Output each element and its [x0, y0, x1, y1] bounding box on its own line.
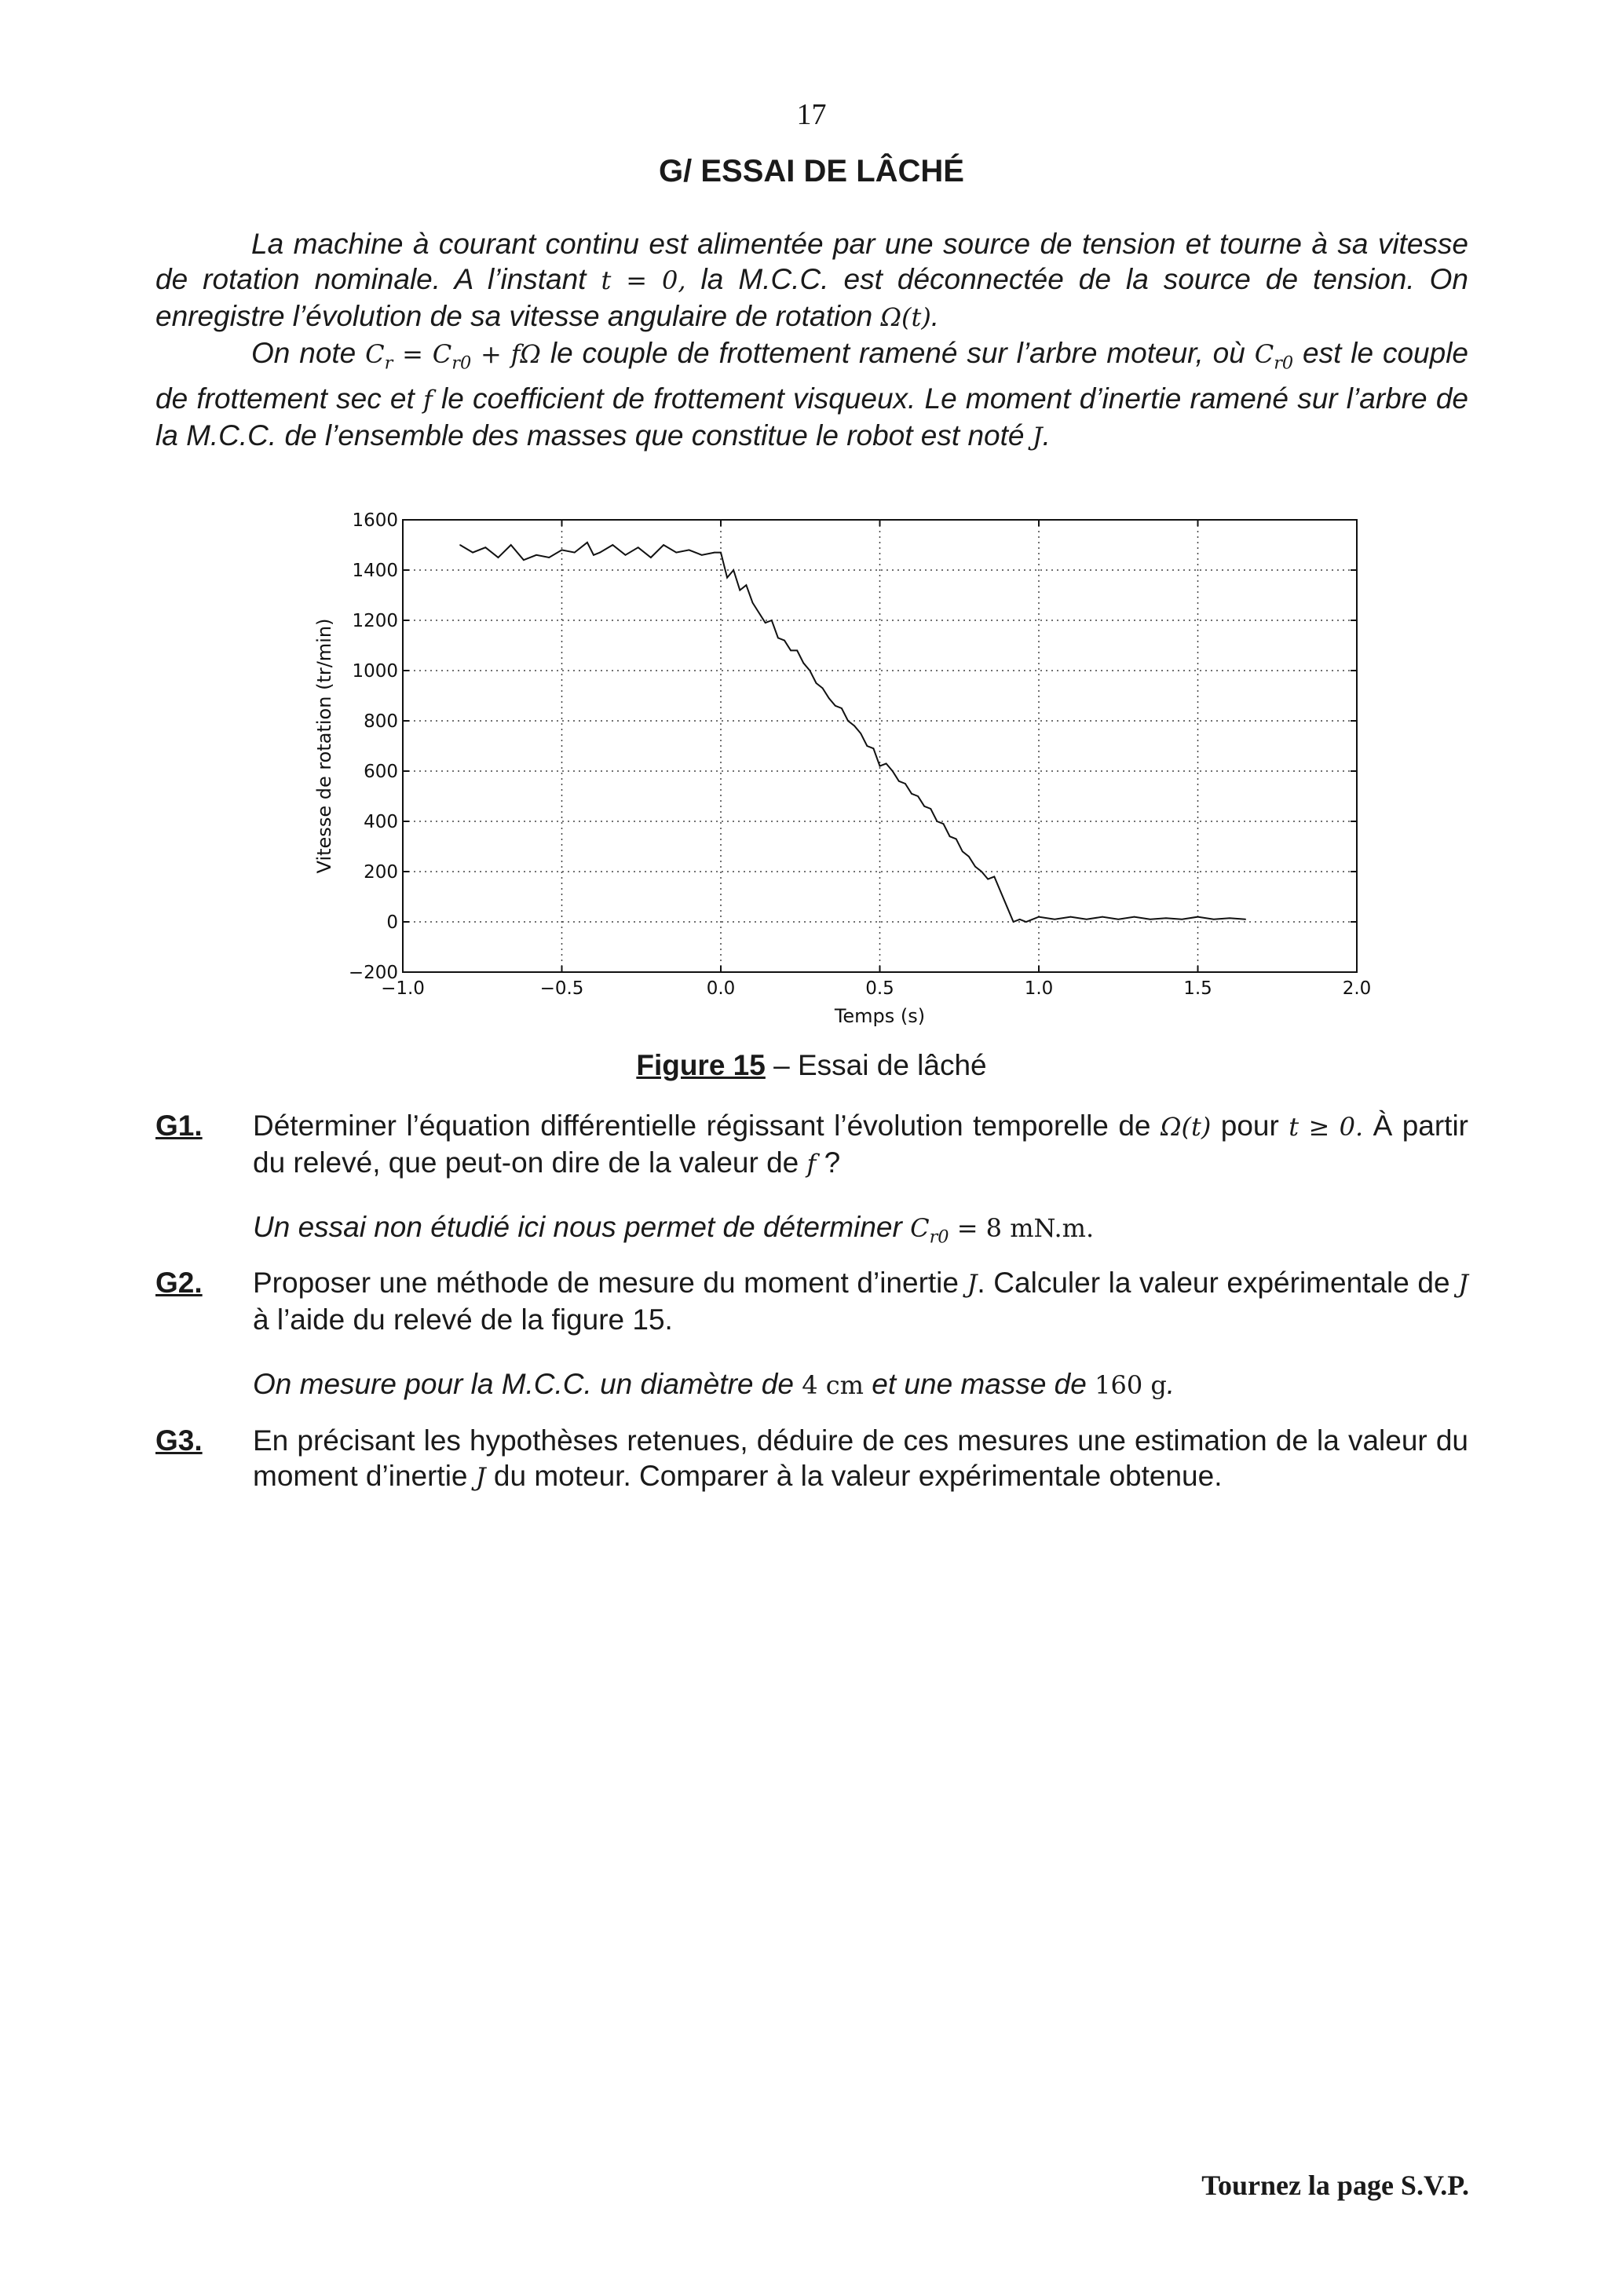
question-g1 — [155, 1108, 1468, 1182]
chart-data-point — [987, 879, 989, 880]
intro-paragraph-2: On note $C_r = C_{r0} + f\Omega$ le couple de frottement ramené sur l’arbre moteur, où $C_{r0}$ est le couple de frottement sec et f le coefficient de frottement visqueux. Le moment d’inertie ramené sur l’arbre de la M.C.C. de l’ensemble des masses que constitue le robot est noté J. — [155, 337, 1469, 452]
chart-data-point — [949, 835, 951, 837]
chart-data-point — [1134, 916, 1135, 918]
footer-turn-page: Tournez la page S.V.P. — [1201, 2170, 1469, 2201]
figure-caption: Figure 15 – Essai de lâché — [636, 1049, 987, 1081]
chart-data-point — [816, 682, 817, 684]
chart-data-point — [835, 705, 836, 707]
chart-data-point — [587, 542, 588, 543]
question-text: Déterminer l’équation différentielle régissant l’évolution temporelle de Ω(t) pour t ≥ 0. À partir du relevé, que peut-on dire de la valeur de f ? — [253, 1110, 1468, 1179]
chart-data-point — [854, 726, 855, 727]
figure-15-chart — [310, 501, 1406, 1035]
chart-data-point — [1054, 919, 1055, 920]
note-g2: On mesure pour la M.C.C. un diamètre de 4 cm et une masse de 160 g. — [253, 1368, 1175, 1400]
chart-data-point — [771, 620, 773, 621]
chart-data-point — [510, 544, 512, 546]
y-tick-label: 1600 — [352, 510, 398, 531]
chart-ticks — [349, 510, 1371, 999]
chart-data-point — [886, 763, 887, 765]
chart-data-point — [810, 670, 811, 671]
chart-data-point — [873, 748, 875, 749]
chart-data-point — [930, 808, 932, 810]
x-tick-label: 0.5 — [865, 978, 894, 999]
chart-data-point — [1197, 916, 1199, 918]
y-tick-label: 0 — [386, 912, 398, 933]
chart-data-point — [549, 557, 550, 558]
chart-data-point — [752, 602, 754, 604]
chart-data-point — [485, 547, 487, 548]
chart-data-point — [733, 569, 734, 571]
chart-data-point — [867, 745, 868, 747]
question-number: G2. — [155, 1267, 203, 1299]
chart-data-point — [701, 554, 703, 556]
chart-points — [459, 542, 1246, 923]
chart-series-line — [460, 543, 1245, 922]
question-number: G1. — [155, 1110, 203, 1142]
chart-data-point — [638, 547, 639, 548]
chart-data-point — [726, 577, 728, 579]
chart-data-point — [740, 590, 741, 591]
chart-data-point — [663, 544, 664, 546]
chart-data-point — [1025, 921, 1027, 923]
chart-xlabel: Temps (s) — [834, 1005, 926, 1027]
y-tick-label: 600 — [364, 762, 398, 782]
chart-svg — [310, 501, 1406, 1035]
y-tick-label: 1400 — [352, 561, 398, 581]
chart-data-point — [472, 552, 473, 554]
chart-data-point — [1229, 917, 1230, 919]
intro-paragraph-1: La machine à courant continu est alimentée par une source de tension et tourne à sa vitesse de rotation nominale. A l’instant t = 0, la M.C.C. est déconnectée de la source de tension. On enregistre l’évolution de sa vitesse angulaire de rotation Ω(t). — [155, 228, 1469, 332]
chart-ylabel: Vitesse de rotation (tr/min) — [313, 618, 335, 874]
chart-data-point — [689, 550, 690, 551]
chart-data-point — [917, 795, 919, 797]
chart-data-point — [1019, 919, 1021, 920]
chart-data-point — [720, 552, 722, 554]
chart-data-point — [536, 554, 537, 556]
chart-data-point — [974, 866, 976, 868]
chart-data-point — [746, 584, 748, 586]
x-tick-label: −1.0 — [381, 978, 425, 999]
y-tick-label: −200 — [348, 963, 398, 983]
intro-text — [155, 226, 1468, 455]
y-tick-label: 400 — [364, 812, 398, 832]
question-g2 — [155, 1265, 1468, 1337]
x-tick-label: 1.5 — [1183, 978, 1212, 999]
chart-data-point — [937, 821, 938, 822]
x-tick-label: 0.0 — [706, 978, 736, 999]
chart-data-point — [574, 552, 576, 554]
chart-data-point — [911, 793, 912, 795]
chart-data-point — [898, 781, 900, 782]
chart-data-point — [1013, 921, 1014, 923]
chart-grid — [403, 520, 1357, 972]
chart-data-point — [923, 806, 925, 807]
chart-data-point — [1007, 906, 1008, 908]
x-tick-label: 1.0 — [1024, 978, 1054, 999]
x-tick-label: 2.0 — [1342, 978, 1372, 999]
chart-data-point — [758, 612, 760, 614]
chart-data-point — [777, 638, 779, 639]
chart-data-point — [561, 550, 563, 551]
chart-data-point — [593, 554, 594, 556]
chart-data-point — [676, 552, 678, 554]
chart-data-point — [765, 622, 766, 623]
y-tick-label: 200 — [364, 862, 398, 883]
chart-data-point — [956, 839, 957, 840]
chart-data-point — [879, 766, 881, 767]
chart-data-point — [994, 876, 996, 878]
y-tick-label: 1200 — [352, 611, 398, 631]
chart-data-point — [625, 554, 627, 556]
chart-data-point — [943, 823, 945, 824]
chart-data-point — [784, 640, 785, 642]
chart-data-point — [459, 544, 461, 546]
chart-data-point — [803, 663, 805, 664]
chart-data-point — [822, 688, 824, 689]
chart-data-point — [714, 552, 715, 554]
chart-data-point — [1117, 919, 1119, 920]
chart-data-point — [1000, 891, 1002, 893]
chart-data-point — [1102, 916, 1103, 918]
note-g1: Un essai non étudié ici nous permet de déterminer $C_{r0} = 8$ mN.m. — [253, 1211, 1095, 1248]
page-number: 17 — [796, 98, 827, 131]
chart-data-point — [1038, 916, 1040, 918]
chart-data-point — [847, 720, 849, 722]
chart-data-point — [1245, 919, 1246, 920]
chart-data-point — [612, 544, 614, 546]
chart-data-point — [1181, 919, 1183, 920]
question-text: Proposer une méthode de mesure du moment d’inertie J. Calculer la valeur expérimentale de J à l’aide du relevé de la figure 15. — [253, 1267, 1468, 1336]
chart-data-point — [1213, 919, 1215, 920]
chart-data-point — [981, 871, 982, 872]
chart-data-point — [1086, 919, 1087, 920]
chart-data-point — [650, 557, 652, 558]
chart-data-point — [1165, 917, 1167, 919]
chart-data-point — [1032, 919, 1033, 920]
chart-data-point — [796, 650, 798, 652]
chart-data-point — [1150, 919, 1151, 920]
y-tick-label: 800 — [364, 711, 398, 732]
chart-data-point — [905, 783, 906, 784]
y-tick-label: 1000 — [352, 661, 398, 682]
chart-data-point — [599, 552, 601, 554]
question-text: En précisant les hypothèses retenues, déduire de ces mesures une estimation de la valeur du moment d’inertie J du moteur. Comparer à la valeur expérimentale obtenue. — [253, 1424, 1468, 1492]
chart-data-point — [841, 707, 843, 709]
chart-data-point — [860, 733, 861, 734]
chart-data-point — [790, 650, 791, 652]
x-tick-label: −0.5 — [539, 978, 584, 999]
chart-data-point — [498, 557, 499, 558]
question-number: G3. — [155, 1424, 203, 1457]
section-title: G/ ESSAI DE LÂCHÉ — [659, 154, 964, 188]
question-g3 — [155, 1423, 1468, 1495]
chart-data-point — [828, 697, 830, 699]
chart-data-point — [968, 856, 970, 857]
chart-data-point — [523, 559, 525, 561]
chart-data-point — [892, 770, 894, 772]
chart-data-point — [962, 851, 963, 853]
chart-data-point — [1070, 916, 1072, 918]
